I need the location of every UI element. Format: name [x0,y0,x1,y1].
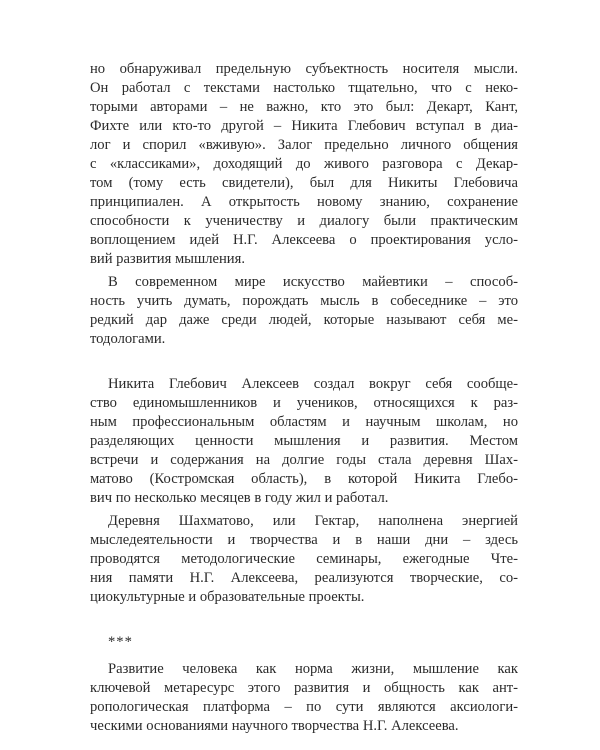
text-line: ния памяти Н.Г. Алексеева, реализуются творческие, со- [90,570,518,586]
text-line: ключевой метаресурс этого развития и общность как ант- [90,680,518,696]
text-line: встречи и содержания на долгие годы стала деревня Шах- [90,452,518,468]
text-line: ропологическая платформа – по сути являются аксиологи- [90,699,518,715]
text-line: воплощением идей Н.Г. Алексеева о проектирования усло- [90,232,518,248]
text-line: Деревня Шахматово, или Гектар, наполнена энергией [108,513,518,529]
text-line: Развитие человека как норма жизни, мышление как [108,661,518,677]
text-line: мыследеятельности и творчества и в наши дни – здесь [90,532,518,548]
text-line: ческими основаниями научного творчества Н.Г. Алексеева. [90,718,459,734]
text-line: ным профессиональным областям и научным школам, но [90,414,518,430]
text-line: матово (Костромская область), в которой Никита Глебо- [90,471,518,487]
text-line: но обнаруживал предельную субъектность носителя мысли. [90,61,518,77]
text-line: тодологами. [90,331,166,347]
text-line: Никита Глебович Алексеев создал вокруг себя сообще- [108,376,518,392]
text-line: способности к ученичеству и диалогу были практическим [90,213,518,229]
text-line: Он работал с текстами настолько тщательно, что с неко- [90,80,518,96]
text-line: ность учить думать, порождать мысль в собеседнике – это [90,293,518,309]
text-line: лог и спорил «вживую». Залог предельно личного общения [90,137,518,153]
text-line: принципиален. А открытость новому знанию, сохранение [90,194,518,210]
text-line: том (тому есть свидетели), был для Никиты Глебовича [90,175,518,191]
text-line: ство единомышленников и учеников, относящихся к раз- [90,395,518,411]
text-line: с «классиками», доходящий до живого разговора с Декар- [90,156,518,172]
text-line: редкий дар даже среди людей, которые называют себя ме- [90,312,518,328]
section-separator: *** [108,634,133,650]
text-line: проводятся методологические семинары, ежегодные Чте- [90,551,518,567]
text-line: Фихте или кто-то другой – Никита Глебович вступал в диа- [90,118,518,134]
text-line: вич по несколько месяцев в году жил и работал. [90,490,389,506]
text-line: циокультурные и образовательные проекты. [90,589,365,605]
text-line: разделяющих ценности мышления и развития. Местом [90,433,518,449]
text-line: вий развития мышления. [90,251,245,267]
text-line: В современном мире искусство майевтики – способ- [108,274,518,290]
text-line: торыми авторами – не важно, кто это был: Декарт, Кант, [90,99,518,115]
